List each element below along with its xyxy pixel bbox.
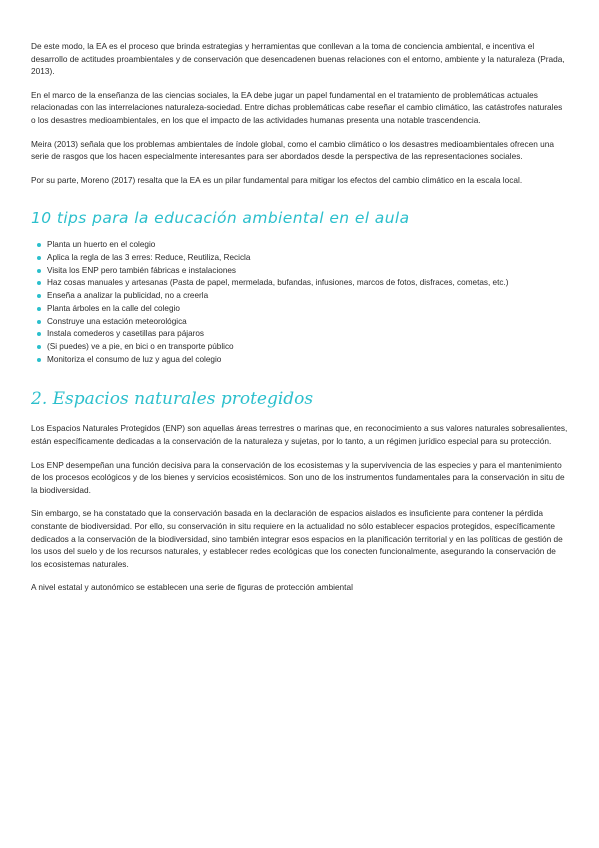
bullet-icon <box>37 269 41 273</box>
paragraph-enp-function: Los ENP desempeñan una función decisiva para la conservación de los ecosistemas y la supervivencia de las especies y para el mantenimiento de los procesos ecológicos y de los bienes y servicios ecosistémicos. Son uno de los instrumentos fundamentales para la conservación in situ de la biodiversidad. <box>31 459 565 495</box>
list-item <box>36 328 568 341</box>
bullet-icon <box>37 256 41 260</box>
list-item <box>36 341 568 354</box>
bullet-icon <box>37 332 41 336</box>
list-item <box>36 354 568 367</box>
bullet-icon <box>37 320 41 324</box>
bullet-icon <box>37 358 41 362</box>
list-item-text: Visita los ENP pero también fábricas e instalaciones <box>47 265 237 275</box>
list-item-text: Instala comederos y casetillas para pájaros <box>47 329 205 339</box>
paragraph-ea-definition: De este modo, la EA es el proceso que brinda estrategias y herramientas que conllevan a la toma de conciencia ambiental, e incentiva el desarrollo de actitudes proambientales y de conservación que desencadenen buenas relaciones con el entorno, ambiente y la naturaleza (Prada, 2013). <box>31 41 565 77</box>
paragraph-enp-definition: Los Espacios Naturales Protegidos (ENP) son aquellas áreas terrestres o marinas que, en reconocimiento a sus valores naturales sobresalientes, están específicamente dedicadas a la conservación de la naturaleza y sujetas, por lo tanto, a un régimen jurídico especial para su protección. <box>31 423 568 446</box>
paragraph-enp-figures: A nivel estatal y autonómico se establecen una serie de figuras de protección ambiental <box>31 582 353 593</box>
paragraph-enp-conservation: Sin embargo, se ha constatado que la conservación basada en la declaración de espacios aislados es insuficiente para contener la pérdida constante de biodiversidad. Por ello, su conservación in situ requiere en la actualidad no sólo establecer espacios protegidos, específicamente dedicados a la conservación de la biodiversidad, sino también integrar esos espacios en la planificación territorial y en las políticas de gestión de los usos del suelo y de los recursos naturales, y establecer redes ecológicas que los conecten funcionalmente, asegurando la conservación de los ecosistemas naturales. <box>31 508 563 569</box>
list-item-text: Haz cosas manuales y artesanas (Pasta de papel, mermelada, bufandas, infusiones, marcos de fotos, disfraces, cometas, etc.) <box>47 278 509 288</box>
list-item-text: Planta un huerto en el colegio <box>47 240 156 250</box>
bullet-icon <box>37 243 41 247</box>
list-item <box>36 265 568 278</box>
list-item-text: Planta árboles en la calle del colegio <box>47 303 180 313</box>
list-item <box>36 277 568 290</box>
list-item <box>36 252 568 265</box>
bullet-icon <box>37 345 41 349</box>
bullet-icon <box>37 294 41 298</box>
paragraph-meira: Meira (2013) señala que los problemas ambientales de índole global, como el cambio climático o los desastres medioambientales ofrecen una serie de rasgos que los hacen especialmente interesantes para ser abordados desde la perspectiva de las representaciones sociales. <box>31 138 554 162</box>
tips-heading: 10 tips para la educación ambiental en el aula <box>31 209 410 228</box>
section-heading: 2. Espacios naturales protegidos <box>31 389 314 410</box>
list-item <box>36 239 568 252</box>
list-item-text: Monitoriza el consumo de luz y agua del colegio <box>47 354 222 364</box>
bullet-icon <box>37 281 41 285</box>
list-item <box>36 316 568 329</box>
tips-list <box>36 239 568 366</box>
list-item <box>36 290 568 303</box>
list-item-text: Construye una estación meteorológica <box>47 316 187 326</box>
paragraph-moreno: Por su parte, Moreno (2017) resalta que la EA es un pilar fundamental para mitigar los efectos del cambio climático en la escala local. <box>31 174 523 185</box>
list-item-text: (Si puedes) ve a pie, en bici o en transporte público <box>47 341 234 351</box>
list-item-text: Enseña a analizar la publicidad, no a creerla <box>47 291 209 301</box>
list-item <box>36 303 568 316</box>
bullet-icon <box>37 307 41 311</box>
paragraph-social-sciences: En el marco de la enseñanza de las ciencias sociales, la EA debe jugar un papel fundamental en el tratamiento de problemáticas actuales relacionadas con las interrelaciones naturaleza-sociedad. Entre dichas problemáticas cabe reseñar el cambio climático, las catástrofes naturales o los desastres medioambientales, en los que el impacto de las actividades humanas presenta una notable trascendencia. <box>31 89 563 125</box>
list-item-text: Aplica la regla de las 3 erres: Reduce, Reutiliza, Recicla <box>47 253 251 263</box>
